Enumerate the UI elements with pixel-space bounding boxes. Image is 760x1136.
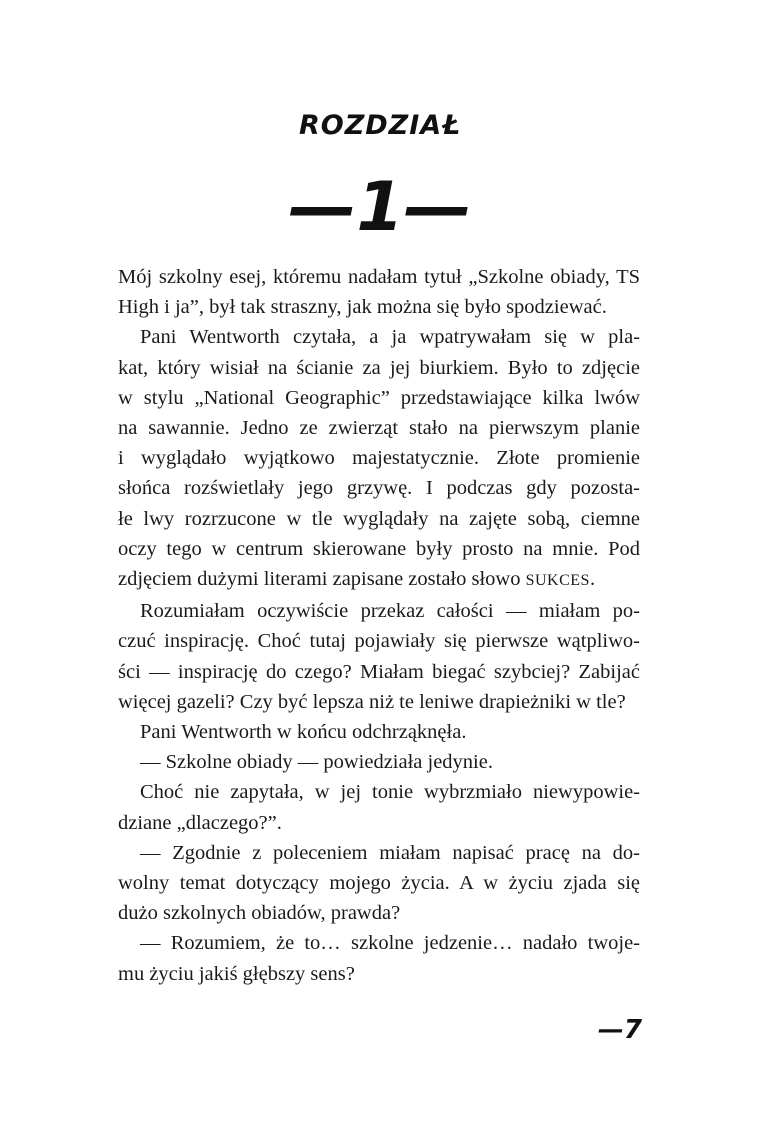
page-number: —7 xyxy=(597,1015,642,1045)
text-line: Pani Wentworth w końcu odchrząknęła. xyxy=(140,721,467,744)
text-line: łe lwy rozrzucone w tle wyglądały na zajęte sobą, ciemne xyxy=(118,507,640,530)
text-line: High i ja”, był tak straszny, jak można się było spodziewać. xyxy=(118,296,607,319)
text-line: na sawannie. Jedno ze zwierząt stało na pierwszym planie xyxy=(118,417,640,440)
text-line: — Szkolne obiady — powiedziała jedynie. xyxy=(140,751,493,774)
text-line: oczy tego w centrum skierowane były prosto na mnie. Pod xyxy=(118,537,640,560)
text-line: mu życiu jakiś głębszy sens? xyxy=(118,962,355,985)
text-line: wolny temat dotyczący mojego życia. A w życiu zjada się xyxy=(118,872,640,895)
text-line: Choć nie zapytała, w jej tonie wybrzmiało niewypowie- xyxy=(140,781,640,804)
text-line: i wyglądało wyjątkowo majestatycznie. Złote promienie xyxy=(118,447,640,470)
text-line: w stylu „National Geographic” przedstawiające kilka lwów xyxy=(118,386,640,409)
text-line: więcej gazeli? Czy być lepsza niż te leniwe drapieżniki w tle? xyxy=(118,690,626,713)
body-text xyxy=(118,262,640,989)
text-line: Mój szkolny esej, któremu nadałam tytuł „Szkolne obiady, TS xyxy=(118,266,640,288)
chapter-label: ROZDZIAŁ xyxy=(298,110,462,141)
text-line: kat, który wisiał na ścianie za jej biurkiem. Było to zdjęcie xyxy=(118,356,640,379)
text-line: — Rozumiem, że to… szkolne jedzenie… nadało twoje- xyxy=(140,932,640,955)
sukces-trail: . xyxy=(589,568,596,591)
text-line xyxy=(118,564,640,596)
text-line: ści — inspirację do czego? Miałam biegać szybciej? Zabijać xyxy=(118,660,640,683)
text-line: dziane „dlaczego?”. xyxy=(118,811,282,834)
text-line-part: zdjęciem dużymi literami zapisane zostało słowo xyxy=(118,568,521,591)
text-line: — Zgodnie z poleceniem miałam napisać pracę na do- xyxy=(140,841,640,864)
text-line: dużo szkolnych obiadów, prawda? xyxy=(118,902,401,925)
text-line: słońca rozświetlały jego grzywę. I podczas gdy pozosta- xyxy=(118,477,640,500)
text-line: Pani Wentworth czytała, a ja wpatrywałam się w pla- xyxy=(140,326,640,349)
text-line: czuć inspirację. Choć tutaj pojawiały się pierwsze wątpliwo- xyxy=(118,630,640,653)
chapter-number: —1— xyxy=(288,168,472,247)
text-line: Rozumiałam oczywiście przekaz całości — miałam po- xyxy=(140,600,640,623)
sukces-word: SUKCES xyxy=(525,572,590,590)
